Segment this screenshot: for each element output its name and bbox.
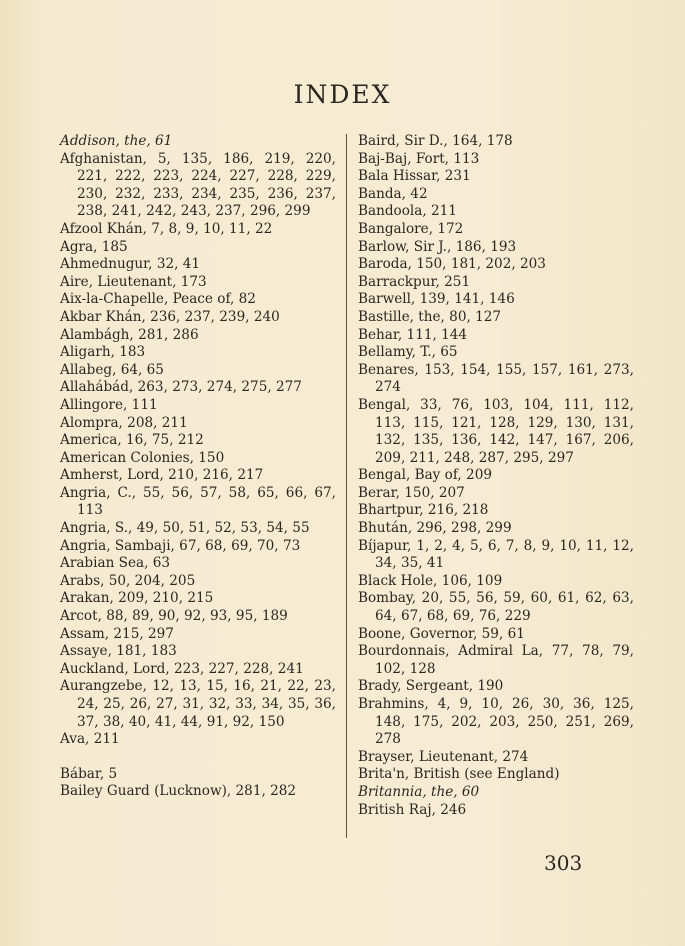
index-entry: Bala Hissar, 231 bbox=[358, 168, 471, 185]
index-entry: Afghanistan, 5, 135, 186, 219, 220, 221, 222, 223, 224, 227, 228, 229, 230, 232, 233, 234, 235, 236, 237, 238, 241, 242, 243, 237, 296, 299 bbox=[60, 150, 336, 220]
index-entry: Brady, Sergeant, 190 bbox=[358, 678, 504, 695]
index-entry: British Raj, 246 bbox=[358, 801, 467, 818]
index-entry: Bailey Guard (Lucknow), 281, 282 bbox=[60, 783, 297, 800]
index-entry: American Colonies, 150 bbox=[60, 449, 225, 466]
index-entry: Afzool Khán, 7, 8, 9, 10, 11, 22 bbox=[60, 220, 273, 237]
index-entry: Aligarh, 183 bbox=[60, 344, 146, 361]
index-entry: Addison, the, 61 bbox=[60, 133, 173, 149]
index-entry: Banda, 42 bbox=[358, 185, 428, 202]
index-entry: Brita'n, British (see England) bbox=[358, 766, 560, 783]
page-number: 303 bbox=[544, 851, 583, 875]
index-entry: Allingore, 111 bbox=[60, 396, 158, 413]
index-entry: Bellamy, T., 65 bbox=[358, 344, 458, 361]
index-entry: Bourdonnais, Admiral La, 77, 78, 79, 102, 128 bbox=[358, 643, 634, 677]
index-entry: Black Hole, 106, 109 bbox=[358, 572, 503, 589]
index-entry: Aire, Lieutenant, 173 bbox=[60, 273, 207, 290]
index-column-left bbox=[60, 133, 336, 801]
index-entry: Behar, 111, 144 bbox=[358, 326, 468, 343]
index-entry: Angria, Sambaji, 67, 68, 69, 70, 73 bbox=[60, 537, 301, 554]
index-entry: Barlow, Sir J., 186, 193 bbox=[358, 238, 517, 255]
column-divider bbox=[346, 134, 347, 838]
index-entry: Ahmednugur, 32, 41 bbox=[60, 256, 201, 273]
index-entry: Alambágh, 281, 286 bbox=[60, 326, 199, 343]
index-entry: Brayser, Lieutenant, 274 bbox=[358, 748, 529, 765]
index-entry: Barrackpur, 251 bbox=[358, 273, 471, 290]
index-column-right bbox=[358, 133, 634, 819]
index-entry: Bandoola, 211 bbox=[358, 203, 457, 220]
index-entry: Assaye, 181, 183 bbox=[60, 643, 177, 660]
index-entry: Bombay, 20, 55, 56, 59, 60, 61, 62, 63, 64, 67, 68, 69, 76, 229 bbox=[358, 590, 634, 625]
index-entry: Bhartpur, 216, 218 bbox=[358, 502, 489, 519]
index-entry: Arakan, 209, 210, 215 bbox=[60, 590, 214, 607]
index-entry: Aurangzebe, 12, 13, 15, 16, 21, 22, 23, 24, 25, 26, 27, 31, 32, 33, 34, 35, 36, 37, 38, 40, 41, 44, 91, 92, 150 bbox=[60, 678, 336, 730]
index-entry: Bengal, Bay of, 209 bbox=[358, 467, 492, 484]
index-entry: Allabeg, 64, 65 bbox=[60, 361, 164, 378]
index-entry: Angria, S., 49, 50, 51, 52, 53, 54, 55 bbox=[60, 520, 310, 537]
index-entry: Agra, 185 bbox=[60, 238, 128, 255]
index-entry: Bíjapur, 1, 2, 4, 5, 6, 7, 8, 9, 10, 11, 12, 34, 35, 41 bbox=[358, 537, 634, 572]
index-entry: Bhután, 296, 298, 299 bbox=[358, 520, 512, 537]
index-entry: Ava, 211 bbox=[60, 731, 120, 748]
index-entry: Baj-Baj, Fort, 113 bbox=[358, 150, 480, 167]
index-entry: Alompra, 208, 211 bbox=[60, 414, 188, 431]
index-entry: Bastille, the, 80, 127 bbox=[358, 308, 502, 325]
index-entry: Akbar Khán, 236, 237, 239, 240 bbox=[60, 308, 280, 325]
index-entry: Auckland, Lord, 223, 227, 228, 241 bbox=[60, 660, 304, 677]
index-entry: Benares, 153, 154, 155, 157, 161, 273, 274 bbox=[358, 361, 634, 396]
index-entry: America, 16, 75, 212 bbox=[60, 432, 204, 449]
index-entry: Arcot, 88, 89, 90, 92, 93, 95, 189 bbox=[60, 608, 288, 625]
index-entry: Barwell, 139, 141, 146 bbox=[358, 291, 515, 308]
index-entry: Bábar, 5 bbox=[60, 765, 118, 782]
page-title: INDEX bbox=[293, 80, 392, 109]
index-entry: Baird, Sir D., 164, 178 bbox=[358, 133, 513, 149]
index-entry: Assam, 215, 297 bbox=[60, 625, 174, 642]
index-entry: Angria, C., 55, 56, 57, 58, 65, 66, 67, 113 bbox=[60, 484, 336, 519]
index-entry: Arabian Sea, 63 bbox=[60, 555, 171, 572]
index-entry: Britannia, the, 60 bbox=[358, 783, 480, 800]
index-entry: Bangalore, 172 bbox=[358, 220, 464, 237]
index-entry: Bengal, 33, 76, 103, 104, 111, 112, 113, 115, 121, 128, 129, 130, 131, 132, 135, 136, 142, 147, 167, 206, 209, 211, 248, 287, 295, 297 bbox=[358, 396, 634, 466]
index-entry: Brahmins, 4, 9, 10, 26, 30, 36, 125, 148, 175, 202, 203, 250, 251, 269, 278 bbox=[358, 696, 634, 748]
index-entry: Berar, 150, 207 bbox=[358, 484, 465, 501]
index-entry: Allahábád, 263, 273, 274, 275, 277 bbox=[60, 379, 302, 396]
index-entry: Boone, Governor, 59, 61 bbox=[358, 625, 525, 642]
index-entry: Baroda, 150, 181, 202, 203 bbox=[358, 256, 546, 273]
index-entry: Arabs, 50, 204, 205 bbox=[60, 572, 196, 589]
index-entry: Amherst, Lord, 210, 216, 217 bbox=[60, 467, 264, 484]
index-entry: Aix-la-Chapelle, Peace of, 82 bbox=[60, 291, 256, 308]
